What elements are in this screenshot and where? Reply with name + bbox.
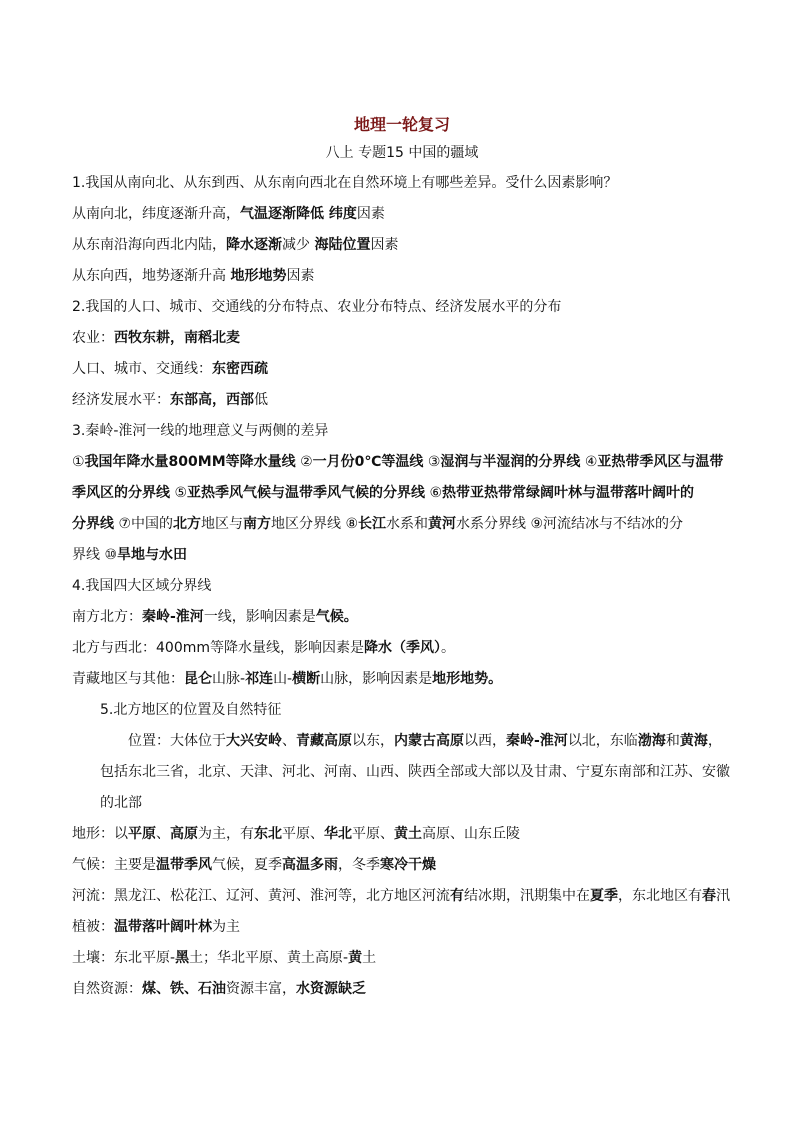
text-line-16	[72, 633, 732, 664]
text-line-2-run-2: 因素	[356, 206, 385, 222]
text-line-17-run-5: 横断	[292, 671, 321, 687]
text-line-15	[72, 602, 732, 633]
s5b-line-3-run-3: 水资源缺乏	[296, 981, 366, 997]
text-line-16-run-2: 。	[441, 640, 455, 656]
text-line-15-run-2: 一线，影响因素是	[203, 609, 316, 625]
text-line-11-run-2: 亚热季风气候与温带季风气候的分界线	[187, 485, 426, 501]
s5b-line-3	[72, 974, 732, 1005]
text-line-11-run-4: 热带亚热带常绿阔叶林与温带落叶阔叶的	[442, 485, 695, 501]
river-run-3: 夏季	[590, 888, 618, 904]
text-line-7-run-1: 东密西疏	[212, 361, 268, 377]
position-run-7: 秦岭-淮河	[506, 733, 568, 749]
text-line-17-run-3: 祁连	[245, 671, 274, 687]
text-line-10-run-2: ②	[295, 454, 313, 470]
text-line-12-run-3: 地区与	[201, 516, 244, 532]
text-line-12-run-5: 地区分界线 ⑧	[271, 516, 359, 532]
s5-line-1-run-3: 高原	[170, 826, 198, 842]
s5-line-2-run-0: 气候：主要是	[72, 857, 156, 873]
section5-position-paragraph	[72, 726, 732, 819]
s5-line-2-run-3: 高温多雨	[282, 857, 338, 873]
s5-line-1-run-6: 平原、	[282, 826, 324, 842]
text-line-2-run-1: 气温逐渐降低 纬度	[240, 206, 357, 222]
text-line-9-run-0: 3.秦岭-淮河一线的地理意义与两侧的差异	[72, 423, 329, 439]
text-line-1-run-0: 1.我国从南向北、从东到西、从东南向西北在自然环境上有哪些差异。受什么因素影响？	[72, 175, 618, 191]
text-line-17	[72, 664, 732, 695]
s5-line-2-run-4: ，冬季	[338, 857, 380, 873]
text-line-16-run-1: 降水（季风）	[364, 640, 441, 656]
s5-line-1-run-7: 华北	[324, 826, 352, 842]
s5-line-1-run-0: 地形：以	[72, 826, 128, 842]
position-run-1: 大兴安岭	[226, 733, 282, 749]
text-line-8-run-2: 低	[254, 392, 268, 408]
s5b-line-2-run-3: 黄	[348, 950, 363, 966]
text-line-10-run-5: 湿润与半湿润的分界线	[440, 454, 581, 470]
text-line-17-run-1: 昆仑	[184, 671, 212, 687]
text-line-11-run-3: ⑥	[425, 485, 443, 501]
s5-line-1-run-2: 、	[156, 826, 170, 842]
text-line-12-run-4: 南方	[243, 516, 272, 532]
s5-line-1-run-4: 为主，有	[198, 826, 254, 842]
s5-line-2-run-2: 气候，夏季	[212, 857, 282, 873]
text-line-12-run-0: 分界线	[72, 516, 114, 532]
text-line-10-run-4: ③	[423, 454, 441, 470]
position-run-2: 、	[282, 733, 296, 749]
text-line-11	[72, 478, 732, 509]
text-line-15-run-0: 南方北方：	[72, 609, 142, 625]
text-line-3-run-3: 海陆位置	[314, 237, 371, 253]
river-run-1: 有	[450, 888, 464, 904]
text-line-6-run-1: 西牧东耕，南稻北麦	[114, 330, 240, 346]
s5-line-1-run-5: 东北	[254, 826, 282, 842]
text-line-8-run-1: 东部高，西部	[170, 392, 254, 408]
river-run-5: 春	[702, 888, 716, 904]
s5b-line-1-run-0: 植被：	[72, 919, 114, 935]
s5b-line-3-run-2: 资源丰富，	[226, 981, 296, 997]
text-line-13-run-1: 旱地与水田	[117, 547, 188, 563]
s5-line-1-run-10: 高原、山东丘陵	[422, 826, 520, 842]
river-run-0: 河流：黑龙江、松花江、辽河、黄河、淮河等，北方地区河流	[72, 888, 450, 904]
text-line-12-run-2: 北方	[173, 516, 202, 532]
s5b-line-2-run-1: 黑	[175, 950, 190, 966]
text-line-9	[72, 416, 732, 447]
text-line-14-run-0: 4.我国四大区域分界线	[72, 578, 212, 594]
text-line-6-run-0: 农业：	[72, 330, 114, 346]
river-run-2: 结冰期，汛期集中在	[464, 888, 590, 904]
text-line-3-run-2: 减少	[282, 237, 315, 253]
position-run-3: 青藏高原	[296, 733, 352, 749]
main-text-block	[72, 168, 732, 695]
text-line-11-run-0: 季风区的分界线	[72, 485, 170, 501]
river-run-4: ，东北地区有	[618, 888, 702, 904]
s5-line-1-run-9: 黄土	[394, 826, 422, 842]
position-run-11: 黄海	[679, 733, 708, 749]
text-line-15-run-3: 气候。	[315, 609, 358, 625]
s5b-line-2	[72, 943, 732, 974]
text-line-7-run-0: 人口、城市、交通线：	[72, 361, 212, 377]
text-line-12-run-7: 水系和	[386, 516, 429, 532]
text-line-10-run-3: 一月份0℃等温线	[312, 454, 424, 470]
s5b-line-1	[72, 912, 732, 943]
text-line-4-run-1: 地形地势	[230, 268, 287, 284]
text-line-3	[72, 230, 732, 261]
text-line-12-run-9: 水系分界线 ⑨河流结冰与不结冰的分	[456, 516, 684, 532]
text-line-4-run-2: 因素	[286, 268, 315, 284]
s5b-line-3-run-1: 煤、铁、石油	[142, 981, 226, 997]
text-line-17-run-6: 山脉，影响因素是	[320, 671, 433, 687]
section5-heading: 5.北方地区的位置及自然特征	[100, 702, 282, 718]
position-run-8: 以北，东临	[567, 733, 638, 749]
text-line-10-run-7: 亚热带季风区与温带	[597, 454, 724, 470]
position-run-10: 和	[665, 733, 680, 749]
s5-line-2-run-5: 寒冷干燥	[380, 857, 436, 873]
text-line-14	[72, 571, 732, 602]
s5b-line-2-run-2: 土；华北平原、黄土高原-	[189, 950, 349, 966]
text-line-10	[72, 447, 732, 478]
text-line-3-run-0: 从东南沿海向西北内陆，	[72, 237, 226, 253]
text-line-11-run-1: ⑤	[170, 485, 188, 501]
text-line-17-run-7: 地形地势。	[432, 671, 503, 687]
position-run-6: 以西，	[464, 733, 506, 749]
text-line-2-run-0: 从南向北，纬度逐渐升高，	[72, 206, 240, 222]
text-line-4-run-0: 从东向西，地势逐渐升高	[72, 268, 231, 284]
position-run-12: ，包括东北三省，北京、天津、河北、河南、山西、陕西全部或大部以及甘肃、宁夏东南部和江苏、安徽的北部	[100, 733, 730, 811]
section5-lines-2	[72, 912, 732, 1005]
text-line-17-run-4: 山-	[273, 671, 293, 687]
text-line-8	[72, 385, 732, 416]
text-line-17-run-0: 青藏地区与其他：	[72, 671, 184, 687]
text-line-10-run-0: ①	[72, 454, 85, 470]
text-line-12	[72, 509, 732, 540]
text-line-2	[72, 199, 732, 230]
document-content	[72, 112, 732, 1005]
text-line-10-run-6: ④	[580, 454, 598, 470]
text-line-8-run-0: 经济发展水平：	[72, 392, 170, 408]
position-run-4: 以东，	[352, 733, 394, 749]
text-line-3-run-1: 降水逐渐	[226, 237, 282, 253]
page-subtitle: 八上 专题15 中国的疆域	[325, 145, 479, 161]
s5-line-1-run-8: 平原、	[352, 826, 394, 842]
text-line-6	[72, 323, 732, 354]
position-run-0: 位置：大体位于	[128, 733, 226, 749]
section5-river-paragraph	[72, 881, 732, 912]
s5b-line-2-run-0: 土壤：东北平原-	[72, 950, 176, 966]
text-line-13-run-0: 界线 ⑩	[72, 547, 118, 563]
s5b-line-1-run-1: 温带落叶阔叶林	[114, 919, 212, 935]
s5b-line-3-run-0: 自然资源：	[72, 981, 142, 997]
text-line-12-run-1: ⑦中国的	[114, 516, 174, 532]
text-line-13	[72, 540, 732, 571]
text-line-17-run-2: 山脉-	[212, 671, 246, 687]
s5-line-2-run-1: 温带季风	[156, 857, 212, 873]
text-line-12-run-6: 长江	[358, 516, 387, 532]
text-line-1	[72, 168, 732, 199]
page-title: 地理一轮复习	[353, 115, 450, 134]
text-line-5-run-0: 2.我国的人口、城市、交通线的分布特点、农业分布特点、经济发展水平的分布	[72, 299, 562, 315]
text-line-10-run-1: 我国年降水量800MM等降水量线	[84, 454, 296, 470]
text-line-4	[72, 261, 732, 292]
text-line-3-run-4: 因素	[370, 237, 399, 253]
s5-line-1-run-1: 平原	[128, 826, 156, 842]
text-line-15-run-1: 秦岭-淮河	[142, 609, 204, 625]
position-run-9: 渤海	[637, 733, 666, 749]
s5b-line-2-run-4: 土	[362, 950, 377, 966]
text-line-7	[72, 354, 732, 385]
section5-lines	[72, 819, 732, 881]
text-line-16-run-0: 北方与西北：400mm等降水量线，影响因素是	[72, 640, 364, 656]
text-line-12-run-8: 黄河	[428, 516, 457, 532]
s5-line-1	[72, 819, 732, 850]
river-run-6: 汛	[716, 888, 730, 904]
s5-line-2	[72, 850, 732, 881]
position-run-5: 内蒙古高原	[394, 733, 464, 749]
s5b-line-1-run-2: 为主	[212, 919, 240, 935]
text-line-5	[72, 292, 732, 323]
